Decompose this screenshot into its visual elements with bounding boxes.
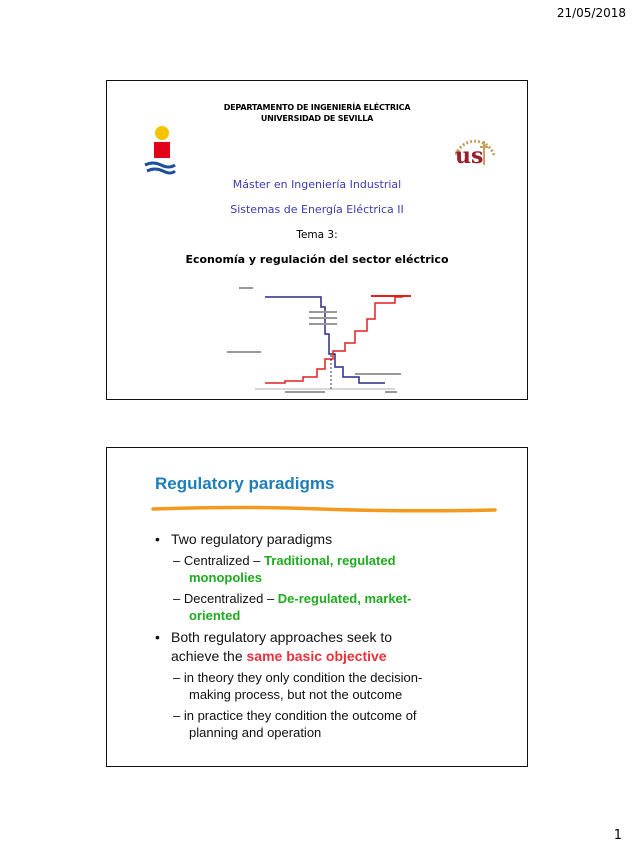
topic-number: Tema 3: (296, 229, 338, 241)
department-logo-icon (141, 125, 177, 177)
sub-practice-1: – in practice they condition the outcome of (173, 708, 417, 723)
sub-decentralized-prefix: – Decentralized – (173, 591, 278, 606)
centralized-highlight-1: Traditional, regulated (264, 553, 396, 568)
content-slide (106, 447, 528, 767)
sub-centralized-prefix: – Centralized – (173, 553, 265, 568)
department-line-1: DEPARTAMENTO DE INGENIERÍA ELÉCTRICA (223, 103, 411, 112)
bullet-both-approaches-prefix: achieve the (171, 648, 247, 664)
bullet-two-paradigms: Two regulatory paradigms (171, 531, 333, 547)
centralized-highlight-2: monopolies (189, 570, 262, 585)
bullet-both-approaches-1: Both regulatory approaches seek to (171, 629, 393, 645)
decentralized-highlight-1: De-regulated, market- (277, 591, 412, 606)
course-name: Máster en Ingeniería Industrial (232, 178, 402, 191)
demand-curve (265, 297, 385, 383)
bullet-dot: • (155, 531, 160, 547)
svg-text:us: us (455, 143, 484, 169)
department-line-2: UNIVERSIDAD DE SEVILLA (260, 114, 374, 123)
sub-decentralized (173, 590, 411, 607)
title-slide (106, 80, 528, 400)
subject-name: Sistemas de Energía Eléctrica II (230, 203, 404, 216)
supply-curve (265, 297, 403, 383)
decentralized-highlight-2: oriented (189, 608, 241, 623)
sub-centralized (173, 552, 396, 569)
same-objective-highlight: same basic objective (246, 648, 387, 664)
topic-title: Economía y regulación del sector eléctrico (185, 253, 449, 266)
sub-theory-1: – in theory they only condition the decision- (173, 670, 423, 685)
sub-theory-2: making process, but not the outcome (189, 687, 403, 702)
page-number: 1 (613, 828, 622, 843)
sub-practice-2: planning and operation (189, 725, 322, 740)
print-date: 21/05/2018 (556, 6, 626, 20)
slide-title: Regulatory paradigms (155, 474, 335, 493)
bullet-both-approaches-2 (171, 647, 387, 665)
supply-demand-illustration (225, 279, 425, 397)
university-seal-icon (450, 125, 500, 169)
title-underline (151, 504, 497, 514)
bullet-dot: • (155, 629, 160, 645)
